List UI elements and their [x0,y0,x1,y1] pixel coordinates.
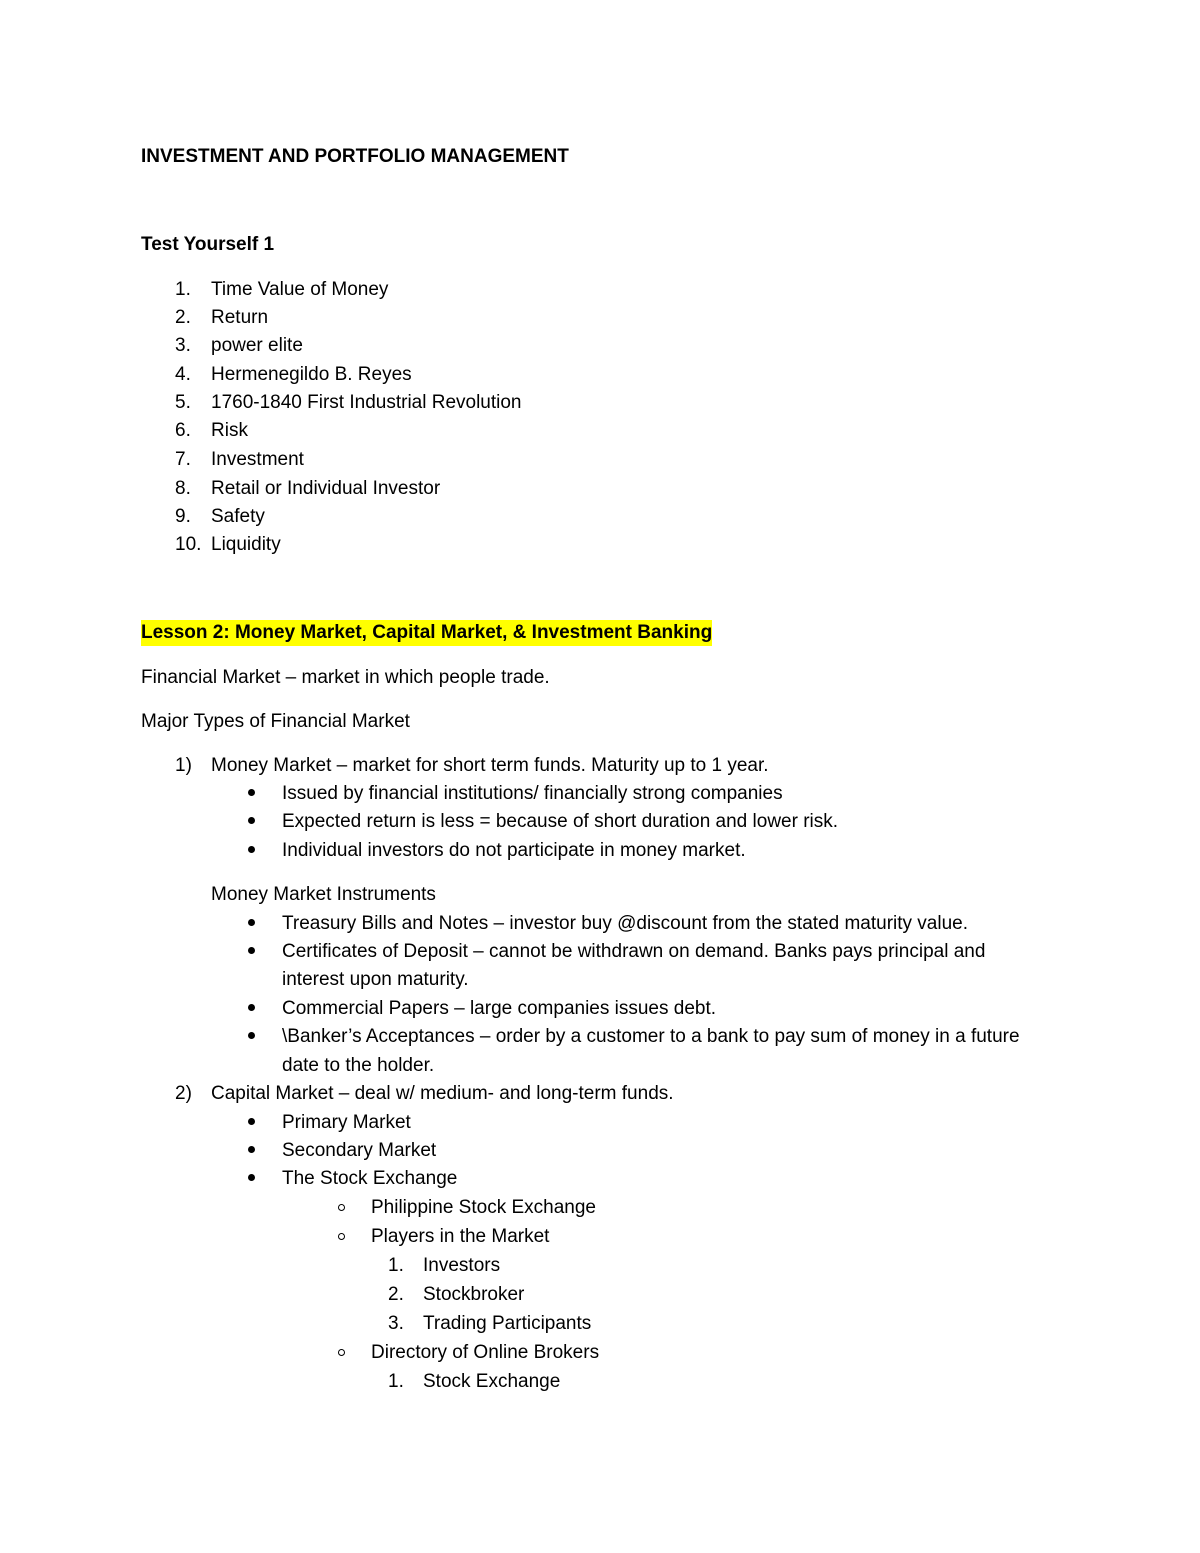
list-item-number: 7. [175,449,191,470]
bullet-icon [248,1118,255,1125]
document-title: INVESTMENT AND PORTFOLIO MANAGEMENT [141,146,569,167]
capital-market-item: Capital Market – deal w/ medium- and long-term funds. [211,1083,674,1104]
list-item-number: 5. [175,392,191,413]
list-item-continuation: date to the holder. [282,1055,435,1076]
bullet-icon [248,1146,255,1153]
list-item-number: 1. [388,1371,404,1392]
list-item: Liquidity [211,534,281,555]
list-item-number: 2. [388,1284,404,1305]
list-item: Retail or Individual Investor [211,478,441,499]
list-item: Time Value of Money [211,279,389,300]
test-heading: Test Yourself 1 [141,234,275,255]
bullet-icon [248,1032,255,1039]
list-item-number: 4. [175,364,191,385]
list-item-number: 10. [175,534,202,555]
list-item: Players in the Market [371,1226,550,1247]
financial-market-definition: Financial Market – market in which people trade. [141,667,550,688]
list-item: Directory of Online Brokers [371,1342,600,1363]
list-item: power elite [211,335,303,356]
list-item: Investors [423,1255,501,1276]
lesson-heading [141,623,712,642]
major-types-heading: Major Types of Financial Market [141,711,410,732]
circle-bullet-icon [338,1349,345,1356]
circle-bullet-icon [338,1233,345,1240]
list-item: Issued by financial institutions/ financially strong companies [282,783,783,804]
list-item: Investment [211,449,304,470]
list-item-number: 6. [175,420,191,441]
list-item: Hermenegildo B. Reyes [211,364,412,385]
bullet-icon [248,947,255,954]
list-item-continuation: interest upon maturity. [282,969,469,990]
circle-bullet-icon [338,1204,345,1211]
list-item-number: 1. [388,1255,404,1276]
list-item: The Stock Exchange [282,1168,458,1189]
list-item-number: 2. [175,307,191,328]
list-item-number: 3. [175,335,191,356]
bullet-icon [248,817,255,824]
list-item: Risk [211,420,248,441]
list-item: Individual investors do not participate in money market. [282,840,746,861]
list-item: Expected return is less = because of short duration and lower risk. [282,811,839,832]
list-item: Stockbroker [423,1284,525,1305]
list-item: Treasury Bills and Notes – investor buy @discount from the stated maturity value. [282,913,968,934]
list-item: Commercial Papers – large companies issues debt. [282,998,717,1019]
list-item: 1760-1840 First Industrial Revolution [211,392,522,413]
bullet-icon [248,919,255,926]
list-item: Primary Market [282,1112,411,1133]
list-item: Stock Exchange [423,1371,561,1392]
bullet-icon [248,846,255,853]
bullet-icon [248,1174,255,1181]
list-item: \Banker’s Acceptances – order by a customer to a bank to pay sum of money in a future [282,1026,1020,1047]
list-item-number: 8. [175,478,191,499]
list-item: Return [211,307,269,328]
list-item-number: 1. [175,279,191,300]
list-item-number: 3. [388,1313,404,1334]
money-market-item: Money Market – market for short term funds. Maturity up to 1 year. [211,755,769,776]
list-item-number: 9. [175,506,191,527]
instruments-heading: Money Market Instruments [211,884,436,905]
section-number: 2) [175,1083,192,1104]
list-item: Philippine Stock Exchange [371,1197,596,1218]
lesson-heading-highlight: Lesson 2: Money Market, Capital Market, & Investment Banking [141,620,712,646]
bullet-icon [248,1004,255,1011]
list-item: Certificates of Deposit – cannot be withdrawn on demand. Banks pays principal and [282,941,986,962]
list-item: Secondary Market [282,1140,437,1161]
bullet-icon [248,789,255,796]
section-number: 1) [175,755,192,776]
list-item: Trading Participants [423,1313,592,1334]
list-item: Safety [211,506,265,527]
